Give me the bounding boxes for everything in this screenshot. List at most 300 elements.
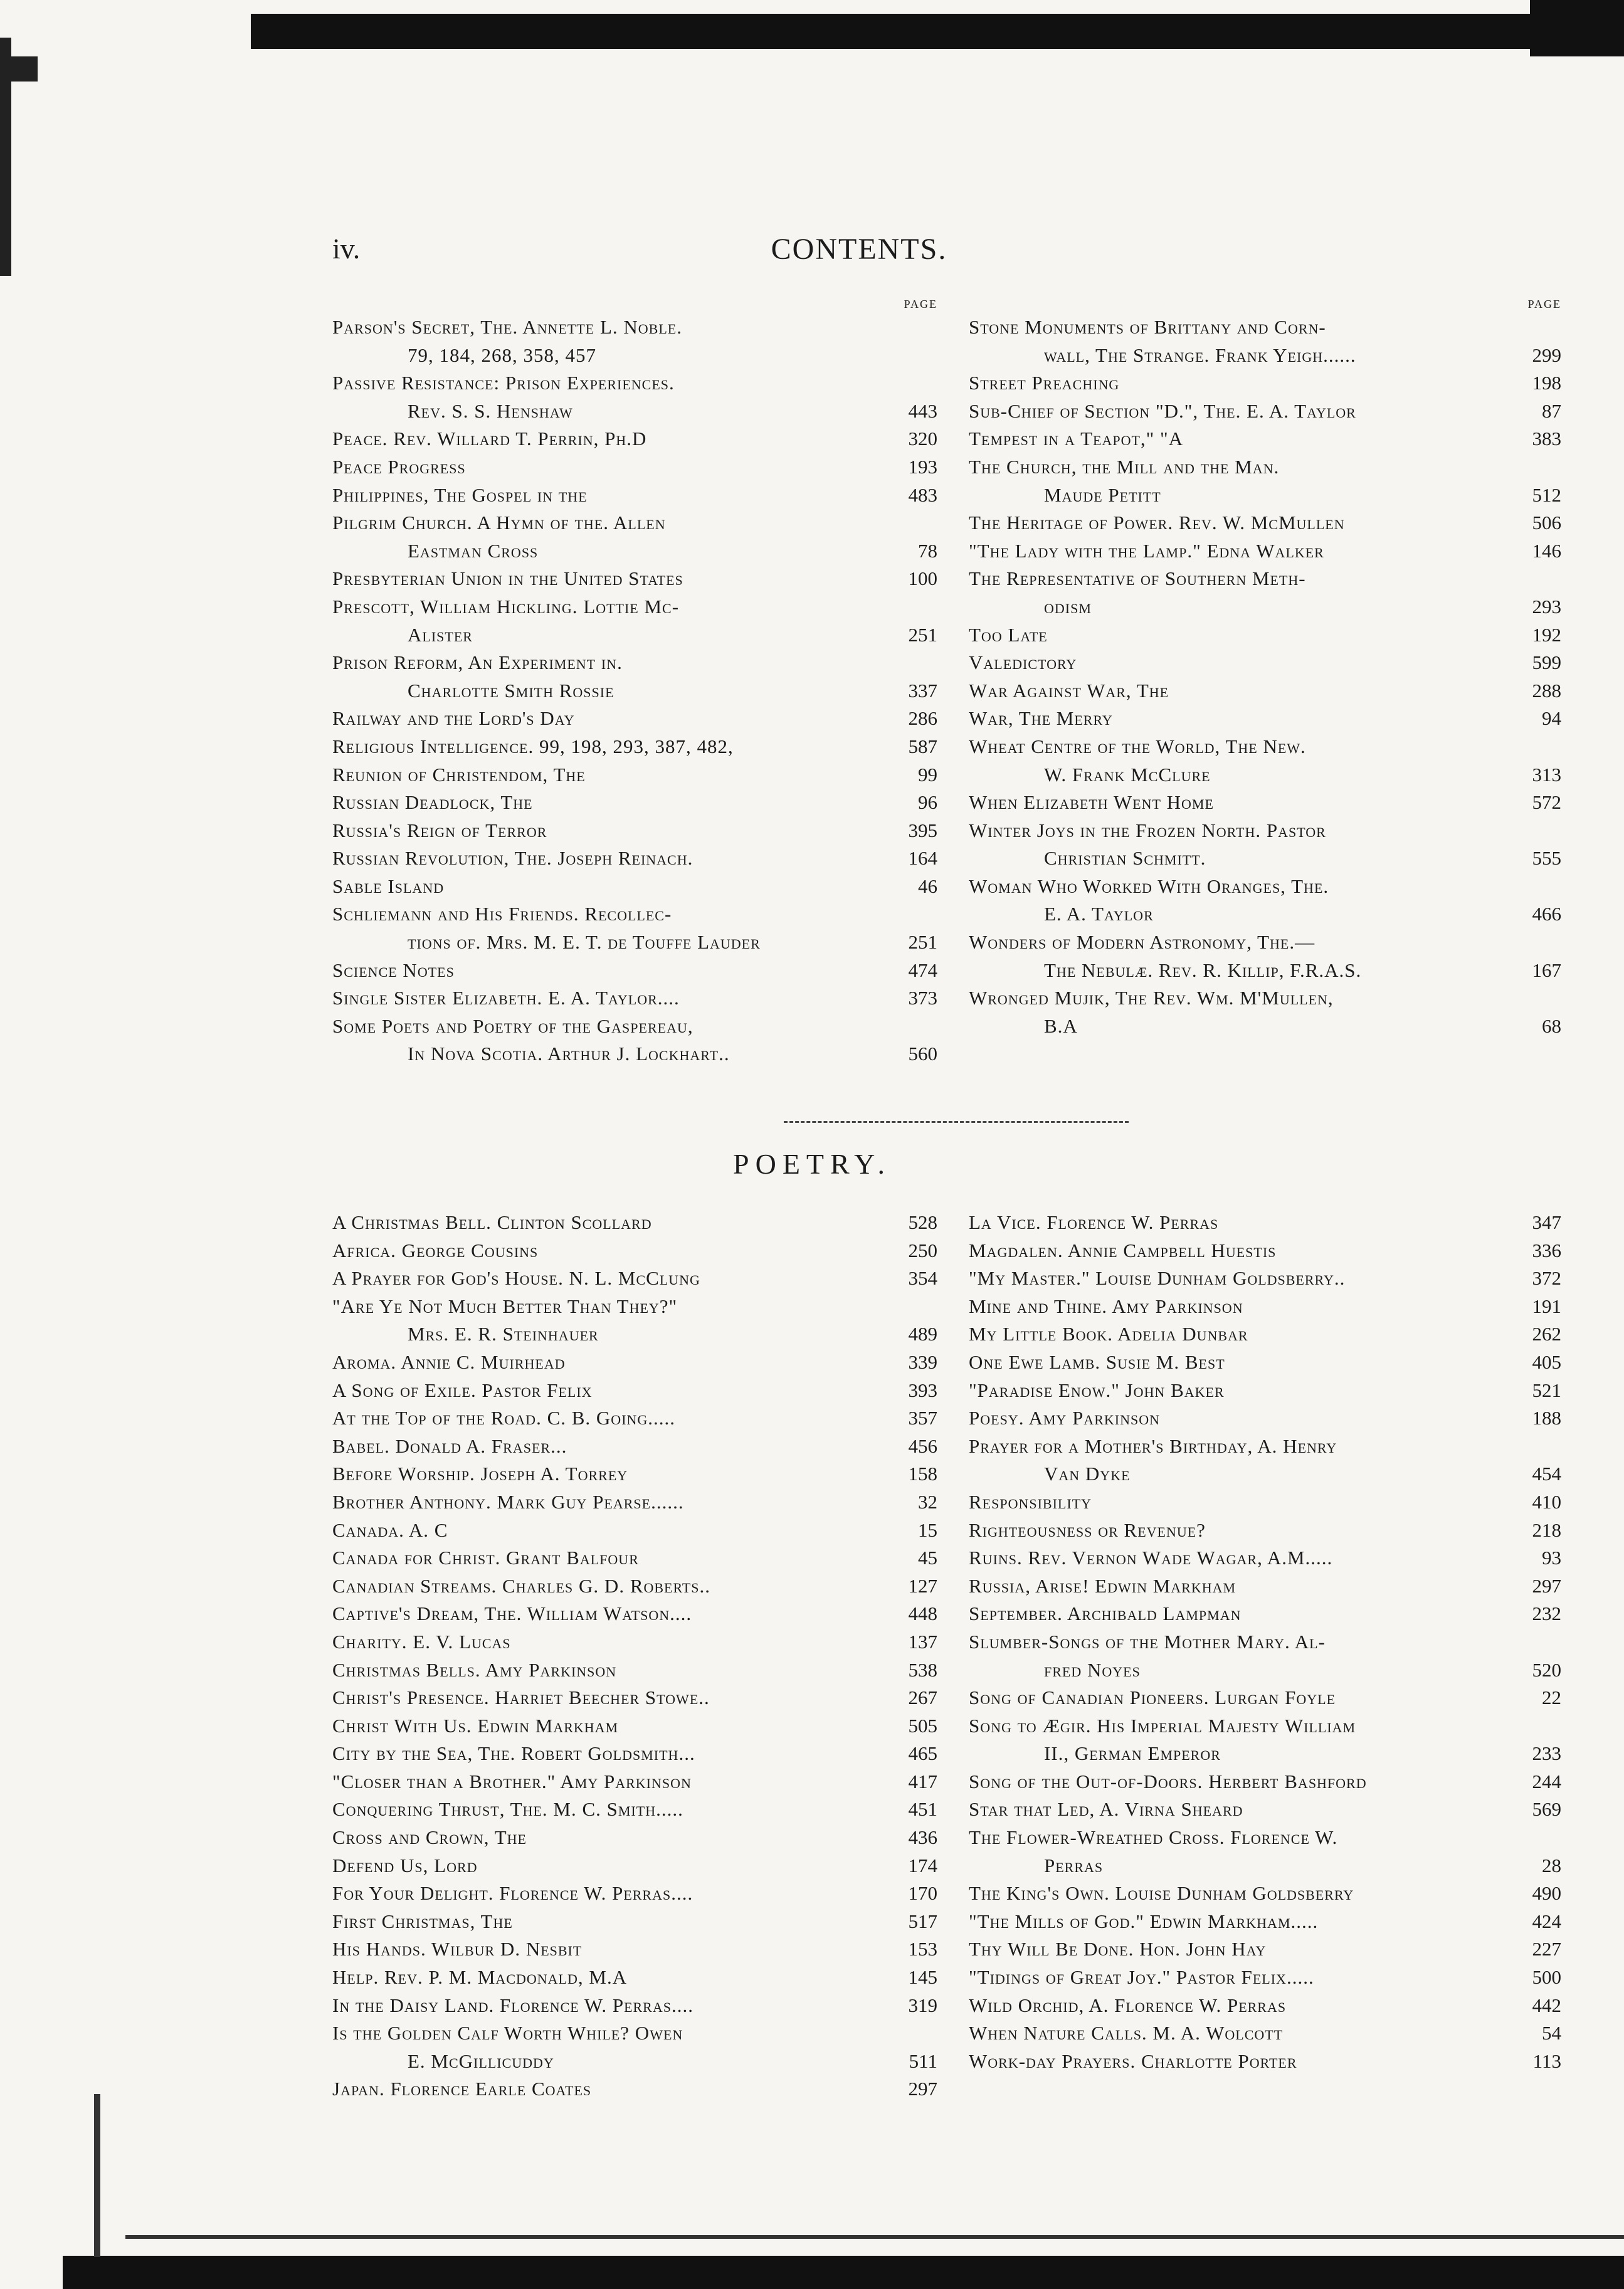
entry-title: Prayer for a Mother's Birthday, A. Henry	[969, 1434, 1337, 1457]
entry-continuation: fred Noyes	[1044, 1658, 1141, 1681]
entry-page-number: 87	[1538, 397, 1561, 426]
contents-entry	[332, 1628, 937, 1656]
entry-title: Single Sister Elizabeth. E. A. Taylor....	[332, 987, 680, 1009]
entry-title: Song of Canadian Pioneers. Lurgan Foyle	[969, 1686, 1336, 1709]
entry-page-number: 113	[1529, 2048, 1561, 2076]
entry-title: A Prayer for God's House. N. L. McClung	[332, 1267, 700, 1290]
page-number: iv.	[332, 233, 361, 265]
entry-page-number: 251	[905, 929, 938, 957]
contents-entry	[969, 453, 1561, 509]
contents-entry	[969, 1377, 1561, 1405]
entry-page-number: 393	[905, 1377, 938, 1405]
page-column-label: PAGE	[904, 298, 937, 310]
contents-entry	[969, 1320, 1561, 1349]
entry-title: Russian Revolution, The. Joseph Reinach.	[332, 847, 693, 870]
entry-continuation: Perras	[1044, 1854, 1104, 1876]
contents-entry	[332, 1349, 937, 1377]
contents-entry	[332, 957, 937, 985]
contents-entry	[969, 537, 1561, 566]
entry-continuation: E. McGillicuddy	[408, 2050, 554, 2072]
contents-entry	[332, 509, 937, 565]
contents-entry	[969, 1768, 1561, 1796]
entry-title: Cross and Crown, The	[332, 1826, 527, 1849]
entry-page-number: 456	[905, 1433, 938, 1461]
contents-entry	[332, 705, 937, 733]
entry-continuation: Mrs. E. R. Steinhauer	[408, 1323, 599, 1345]
entry-page-number: 521	[1529, 1377, 1562, 1405]
contents-entry	[969, 1935, 1561, 1964]
entry-title: At the Top of the Road. C. B. Going.....	[332, 1407, 676, 1429]
entry-continuation: Eastman Cross	[408, 539, 539, 562]
entry-title: Russian Deadlock, The	[332, 791, 533, 814]
contents-entry	[969, 1404, 1561, 1433]
entry-title: "Paradise Enow." John Baker	[969, 1379, 1225, 1401]
entry-title: Russia's Reign of Terror	[332, 819, 547, 841]
entry-title: Christ's Presence. Harriet Beecher Stowe..	[332, 1686, 710, 1709]
entry-page-number: 443	[905, 397, 938, 426]
entry-title: One Ewe Lamb. Susie M. Best	[969, 1350, 1225, 1373]
entry-title: War Against War, The	[969, 679, 1169, 702]
contents-entry	[332, 1964, 937, 1992]
entry-title: For Your Delight. Florence W. Perras....	[332, 1882, 693, 1905]
entry-continuation: tions of. Mrs. M. E. T. de Touffe Lauder	[408, 931, 761, 954]
entry-page-number: 267	[905, 1684, 938, 1712]
contents-entry	[332, 1265, 937, 1293]
entry-page-number: 320	[905, 425, 938, 453]
contents-entry	[969, 1796, 1561, 1824]
page-column-label: PAGE	[1527, 298, 1561, 310]
contents-entry	[332, 789, 937, 817]
contents-entry	[969, 1433, 1561, 1488]
contents-entry	[969, 649, 1561, 677]
contents-entry	[332, 1768, 937, 1796]
entry-title: Sable Island	[332, 875, 445, 897]
scan-border-left-mark	[0, 56, 38, 82]
entry-page-number: 505	[905, 1712, 938, 1740]
contents-entry	[969, 425, 1561, 453]
entry-page-number: 158	[905, 1460, 938, 1488]
entry-title: Captive's Dream, The. William Watson....	[332, 1602, 692, 1625]
entry-page-number: 99	[914, 761, 937, 789]
entry-page-number: 233	[1529, 1740, 1562, 1768]
entry-title: "The Mills of God." Edwin Markham.....	[969, 1910, 1319, 1932]
entry-page-number: 560	[905, 1040, 938, 1068]
entry-page-number: 192	[1529, 621, 1562, 650]
contents-entry	[969, 1349, 1561, 1377]
contents-entry	[332, 1684, 937, 1712]
contents-entry	[332, 1460, 937, 1488]
contents-entry	[332, 2019, 937, 2075]
contents-entry	[332, 984, 937, 1013]
contents-entry	[332, 873, 937, 901]
entry-page-number: 451	[905, 1796, 938, 1824]
contents-entry	[332, 1488, 937, 1517]
contents-entry	[332, 733, 937, 761]
entry-continuation: odism	[1044, 595, 1092, 618]
entry-page-number: 528	[905, 1209, 938, 1237]
entry-title: Wheat Centre of the World, The New.	[969, 735, 1306, 757]
entry-title: Peace Progress	[332, 455, 466, 478]
entry-page-number: 436	[905, 1824, 938, 1852]
entry-page-number: 188	[1529, 1404, 1562, 1433]
entry-title: Wronged Mujik, The Rev. Wm. M'Mullen,	[969, 987, 1334, 1009]
entry-title: Work-day Prayers. Charlotte Porter	[969, 2050, 1297, 2072]
entry-page-number: 244	[1529, 1768, 1562, 1796]
entry-page-number: 262	[1529, 1320, 1562, 1349]
entry-continuation: In Nova Scotia. Arthur J. Lockhart..	[408, 1043, 730, 1065]
contents-entry	[332, 1852, 937, 1880]
contents-entry	[332, 1740, 937, 1768]
entry-title: Star that Led, A. Virna Sheard	[969, 1798, 1243, 1821]
contents-entry	[969, 2019, 1561, 2048]
entry-title: Russia, Arise! Edwin Markham	[969, 1574, 1236, 1597]
contents-entry	[332, 761, 937, 789]
entry-page-number: 337	[905, 677, 938, 705]
contents-entry	[332, 481, 937, 510]
contents-entry	[969, 873, 1561, 929]
entry-page-number: 599	[1529, 649, 1562, 677]
entry-title: Christmas Bells. Amy Parkinson	[332, 1658, 617, 1681]
entry-page-number: 299	[1529, 342, 1562, 370]
scan-border-bottom	[63, 2256, 1624, 2289]
contents-entry	[969, 313, 1561, 369]
entry-page-number: 319	[905, 1992, 938, 2020]
entry-continuation: W. Frank McClure	[1044, 763, 1211, 786]
entry-page-number: 94	[1538, 705, 1561, 733]
entry-title: Babel. Donald A. Fraser...	[332, 1434, 567, 1457]
contents-entry	[969, 1908, 1561, 1936]
entry-title: In the Daisy Land. Florence W. Perras....	[332, 1994, 693, 2016]
entry-title: Before Worship. Joseph A. Torrey	[332, 1463, 628, 1485]
entry-page-number: 511	[905, 2048, 937, 2076]
contents-entry	[969, 817, 1561, 873]
entry-page-number: 191	[1529, 1293, 1562, 1321]
entry-page-number: 448	[905, 1600, 938, 1628]
entry-title: Conquering Thrust, The. M. C. Smith.....	[332, 1798, 683, 1821]
entry-continuation: Charlotte Smith Rossie	[408, 679, 614, 702]
contents-entry	[332, 817, 937, 845]
contents-entry	[332, 1824, 937, 1852]
contents-entry	[969, 1237, 1561, 1265]
entry-continuation: 79, 184, 268, 358, 457	[408, 344, 596, 366]
scan-border-bottom-line	[125, 2235, 1624, 2239]
entry-title: Magdalen. Annie Campbell Huestis	[969, 1239, 1277, 1261]
contents-entry	[969, 2048, 1561, 2076]
contents-entry	[332, 1572, 937, 1601]
entry-title: City by the Sea, The. Robert Goldsmith...	[332, 1742, 695, 1765]
contents-entry	[332, 1517, 937, 1545]
poetry-column-left	[332, 1209, 937, 2103]
contents-entry	[332, 1293, 937, 1349]
contents-entry	[332, 1656, 937, 1685]
entry-title: Christ With Us. Edwin Markham	[332, 1714, 619, 1737]
scan-border-top	[251, 14, 1624, 49]
contents-entry	[969, 1628, 1561, 1684]
entry-page-number: 465	[905, 1740, 938, 1768]
entry-title: Valedictory	[969, 651, 1077, 674]
entry-title: The Flower-Wreathed Cross. Florence W.	[969, 1826, 1338, 1849]
entry-title: Righteousness or Revenue?	[969, 1518, 1206, 1541]
entry-title: Thy Will Be Done. Hon. John Hay	[969, 1938, 1267, 1960]
entry-page-number: 347	[1529, 1209, 1562, 1237]
entry-title: Is the Golden Calf Worth While? Owen	[332, 2022, 683, 2044]
contents-entry	[332, 1600, 937, 1628]
entry-page-number: 232	[1529, 1600, 1562, 1628]
contents-entry	[969, 733, 1561, 789]
entry-title: The Heritage of Power. Rev. W. McMullen	[969, 512, 1345, 534]
entry-page-number: 520	[1529, 1656, 1562, 1685]
entry-title: Brother Anthony. Mark Guy Pearse......	[332, 1490, 684, 1513]
entry-title: Song to Ægir. His Imperial Majesty William	[969, 1714, 1356, 1737]
entry-page-number: 293	[1529, 593, 1562, 621]
entry-title: Canadian Streams. Charles G. D. Roberts..	[332, 1574, 711, 1597]
entry-page-number: 506	[1529, 509, 1562, 537]
entry-title: Winter Joys in the Frozen North. Pastor	[969, 819, 1326, 841]
entry-title: Mine and Thine. Amy Parkinson	[969, 1295, 1243, 1317]
entry-title: Tempest in a Teapot," "A	[969, 428, 1184, 450]
entry-page-number: 68	[1538, 1013, 1561, 1041]
entry-page-number: 198	[1529, 369, 1562, 397]
entry-title: Defend Us, Lord	[332, 1854, 478, 1876]
entry-title: Charity. E. V. Lucas	[332, 1630, 511, 1653]
contents-entry	[332, 313, 937, 369]
entry-title: Peace. Rev. Willard T. Perrin, Ph.D	[332, 428, 647, 450]
contents-entry	[332, 1433, 937, 1461]
contents-entry	[969, 1488, 1561, 1517]
entry-page-number: 354	[905, 1265, 938, 1293]
contents-entry	[332, 369, 937, 425]
entry-page-number: 227	[1529, 1935, 1562, 1964]
entry-continuation: The Nebulæ. Rev. R. Killip, F.R.A.S.	[1044, 959, 1362, 981]
entry-continuation: Maude Petitt	[1044, 483, 1161, 506]
entry-page-number: 587	[905, 733, 938, 761]
entry-title: When Elizabeth Went Home	[969, 791, 1214, 814]
entry-page-number: 555	[1529, 845, 1562, 873]
contents-entry	[969, 1209, 1561, 1237]
entry-title: Schliemann and His Friends. Recollec-	[332, 903, 672, 925]
entry-page-number: 405	[1529, 1349, 1562, 1377]
entry-page-number: 28	[1538, 1852, 1561, 1880]
contents-entry	[332, 1796, 937, 1824]
entry-title: Wild Orchid, A. Florence W. Perras	[969, 1994, 1287, 2016]
entry-title: Parson's Secret, The. Annette L. Noble.	[332, 316, 682, 338]
entry-page-number: 474	[905, 957, 938, 985]
section-divider	[784, 1121, 1129, 1123]
entry-title: Too Late	[969, 623, 1048, 646]
entry-title: Street Preaching	[969, 372, 1120, 394]
entry-page-number: 146	[1529, 537, 1562, 566]
entry-page-number: 489	[905, 1320, 938, 1349]
entry-page-number: 286	[905, 705, 938, 733]
contents-entry	[332, 1908, 937, 1936]
entry-title: Sub-Chief of Section "D.", The. E. A. Taylor	[969, 399, 1356, 422]
contents-entry	[969, 929, 1561, 984]
contents-entry	[332, 1935, 937, 1964]
entry-title: La Vice. Florence W. Perras	[969, 1211, 1219, 1233]
contents-entry	[332, 1209, 937, 1237]
entry-page-number: 54	[1538, 2019, 1561, 2048]
entry-page-number: 490	[1529, 1880, 1562, 1908]
contents-entry	[969, 705, 1561, 733]
contents-entry	[969, 565, 1561, 621]
entry-page-number: 145	[905, 1964, 938, 1992]
entry-title: Philippines, The Gospel in the	[332, 483, 588, 506]
entry-continuation: Alister	[408, 623, 473, 646]
entry-page-number: 32	[914, 1488, 937, 1517]
entry-continuation: B.A	[1044, 1014, 1078, 1037]
contents-entry	[332, 1992, 937, 2020]
entry-page-number: 417	[905, 1768, 938, 1796]
entry-title: Presbyterian Union in the United States	[332, 567, 683, 590]
entry-title: Japan. Florence Earle Coates	[332, 2078, 592, 2100]
contents-entry	[969, 1712, 1561, 1768]
contents-entry	[332, 565, 937, 593]
entry-title: September. Archibald Lampman	[969, 1602, 1242, 1625]
entry-title: Religious Intelligence. 99, 198, 293, 387, 482,	[332, 735, 734, 757]
entry-page-number: 395	[905, 817, 938, 845]
entry-page-number: 100	[905, 565, 938, 593]
page-title: CONTENTS.	[771, 233, 947, 266]
contents-entry	[969, 984, 1561, 1040]
entry-continuation: E. A. Taylor	[1044, 903, 1154, 925]
entry-title: "My Master." Louise Dunham Goldsberry..	[969, 1267, 1346, 1290]
entry-continuation: wall, The Strange. Frank Yeigh......	[1044, 344, 1356, 366]
contents-entry	[969, 1544, 1561, 1572]
contents-entry	[969, 621, 1561, 650]
entry-title: A Song of Exile. Pastor Felix	[332, 1379, 593, 1401]
entry-title: Aroma. Annie C. Muirhead	[332, 1350, 566, 1373]
scan-border-left-bar	[94, 2094, 100, 2257]
contents-entry	[332, 425, 937, 453]
entry-page-number: 454	[1529, 1460, 1562, 1488]
contents-entry	[332, 2075, 937, 2103]
contents-entry	[969, 369, 1561, 397]
entry-page-number: 193	[905, 453, 938, 481]
entry-page-number: 297	[1529, 1572, 1562, 1601]
entry-page-number: 442	[1529, 1992, 1562, 2020]
entry-title: Responsibility	[969, 1490, 1092, 1513]
contents-entry	[969, 789, 1561, 817]
entry-page-number: 153	[905, 1935, 938, 1964]
entry-title: Reunion of Christendom, The	[332, 763, 586, 786]
contents-entry	[332, 1377, 937, 1405]
contents-entry	[332, 1544, 937, 1572]
entry-title: Science Notes	[332, 959, 455, 981]
entry-title: Ruins. Rev. Vernon Wade Wagar, A.M.....	[969, 1547, 1333, 1569]
entry-page-number: 372	[1529, 1265, 1562, 1293]
poetry-column-right	[969, 1209, 1561, 2075]
contents-entry	[969, 1572, 1561, 1601]
entry-page-number: 78	[914, 537, 937, 566]
entry-page-number: 336	[1529, 1237, 1562, 1265]
entry-title: The Representative of Southern Meth-	[969, 567, 1306, 590]
entry-title: Canada for Christ. Grant Balfour	[332, 1547, 639, 1569]
contents-column-right	[969, 295, 1561, 1040]
entry-title: Slumber-Songs of the Mother Mary. Al-	[969, 1630, 1326, 1653]
entry-title: Wonders of Modern Astronomy, The.—	[969, 931, 1316, 954]
entry-page-number: 466	[1529, 900, 1562, 929]
entry-title: First Christmas, The	[332, 1910, 513, 1932]
entry-title: A Christmas Bell. Clinton Scollard	[332, 1211, 652, 1233]
entry-continuation: II., German Emperor	[1044, 1742, 1221, 1765]
entry-title: Canada. A. C	[332, 1518, 448, 1541]
entry-page-number: 357	[905, 1404, 938, 1433]
contents-entry	[332, 900, 937, 956]
entry-page-number: 251	[905, 621, 938, 650]
contents-entry	[332, 1237, 937, 1265]
contents-entry	[969, 1684, 1561, 1712]
contents-entry	[969, 1265, 1561, 1293]
contents-entry	[332, 1013, 937, 1068]
contents-entry	[969, 1517, 1561, 1545]
scan-border-corner	[1530, 0, 1624, 56]
entry-title: Woman Who Worked With Oranges, The.	[969, 875, 1329, 897]
entry-page-number: 96	[914, 789, 937, 817]
entry-page-number: 500	[1529, 1964, 1562, 1992]
entry-page-number: 137	[905, 1628, 938, 1656]
entry-page-number: 288	[1529, 677, 1562, 705]
entry-title: War, The Merry	[969, 707, 1113, 730]
entry-title: "Closer than a Brother." Amy Parkinson	[332, 1770, 692, 1792]
page-header	[332, 226, 1386, 276]
entry-title: Railway and the Lord's Day	[332, 707, 575, 730]
entry-page-number: 22	[1538, 1684, 1561, 1712]
entry-page-number: 512	[1529, 481, 1562, 510]
contents-entry	[969, 509, 1561, 537]
contents-entry	[332, 649, 937, 705]
entry-title: Some Poets and Poetry of the Gaspereau,	[332, 1014, 693, 1037]
entry-page-number: 127	[905, 1572, 938, 1601]
entry-page-number: 313	[1529, 761, 1562, 789]
contents-entry	[332, 1880, 937, 1908]
entry-title: His Hands. Wilbur D. Nesbit	[332, 1938, 583, 1960]
entry-page-number: 15	[914, 1517, 937, 1545]
contents-entry	[969, 1600, 1561, 1628]
entry-title: Stone Monuments of Brittany and Corn-	[969, 316, 1326, 338]
entry-page-number: 167	[1529, 957, 1562, 985]
entry-continuation: Christian Schmitt.	[1044, 847, 1206, 870]
entry-page-number: 339	[905, 1349, 938, 1377]
entry-continuation: Van Dyke	[1044, 1463, 1131, 1485]
entry-page-number: 250	[905, 1237, 938, 1265]
contents-entry	[332, 845, 937, 873]
entry-title: Song of the Out-of-Doors. Herbert Bashford	[969, 1770, 1367, 1792]
contents-entry	[969, 397, 1561, 426]
entry-page-number: 218	[1529, 1517, 1562, 1545]
entry-page-number: 164	[905, 845, 938, 873]
entry-page-number: 569	[1529, 1796, 1562, 1824]
entry-page-number: 538	[905, 1656, 938, 1685]
contents-entry	[969, 677, 1561, 705]
entry-page-number: 424	[1529, 1908, 1562, 1936]
entry-page-number: 93	[1538, 1544, 1561, 1572]
entry-page-number: 517	[905, 1908, 938, 1936]
entry-title: Help. Rev. P. M. Macdonald, M.A	[332, 1966, 628, 1989]
entry-title: Prison Reform, An Experiment in.	[332, 651, 623, 674]
contents-entry	[969, 1964, 1561, 1992]
poetry-heading: POETRY.	[733, 1148, 891, 1180]
entry-title: The Church, the Mill and the Man.	[969, 455, 1280, 478]
contents-entry	[969, 1992, 1561, 2020]
entry-page-number: 373	[905, 984, 938, 1013]
entry-title: When Nature Calls. M. A. Wolcott	[969, 2022, 1284, 2044]
contents-entry	[332, 1404, 937, 1433]
entry-page-number: 483	[905, 481, 938, 510]
contents-entry	[332, 1712, 937, 1740]
entry-title: "Are Ye Not Much Better Than They?"	[332, 1295, 678, 1317]
contents-column-left	[332, 295, 937, 1068]
entry-title: The King's Own. Louise Dunham Goldsberry	[969, 1882, 1354, 1905]
